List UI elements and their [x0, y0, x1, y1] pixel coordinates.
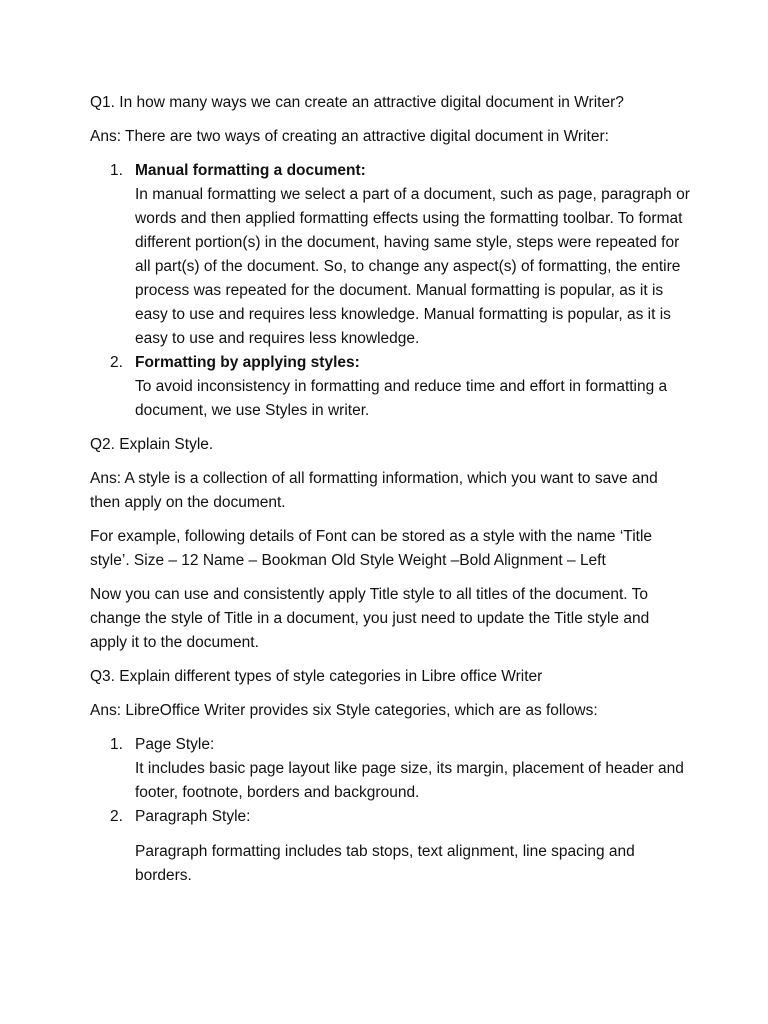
q2-question: Q2. Explain Style. [90, 436, 214, 453]
list-number: 1. [110, 736, 123, 753]
list-body: Paragraph formatting includes tab stops, text alignment, line spacing and borders. [135, 843, 635, 884]
list-item [90, 805, 690, 888]
list-heading: Page Style: [135, 736, 215, 753]
list-number: 2. [110, 354, 123, 371]
list-item [90, 159, 690, 351]
list-item [90, 733, 690, 805]
list-heading: Formatting by applying styles: [135, 354, 360, 371]
q2-note: Now you can use and consistently apply Title style to all titles of the document. To change the style of Title in a document, you just need to update the Title style and apply it to the document. [90, 586, 650, 651]
q2-example: For example, following details of Font can be stored as a style with the name ‘Title style’. Size – 12 Name – Bookman Old Style Weight –Bold Alignment – Left [90, 528, 653, 569]
list-heading: Manual formatting a document: [135, 162, 366, 179]
document-page [90, 91, 690, 898]
q3-list [90, 733, 690, 888]
list-body: To avoid inconsistency in formatting and reduce time and effort in formatting a document, we use Styles in writer. [135, 378, 668, 419]
q1-question: Q1. In how many ways we can create an attractive digital document in Writer? [90, 94, 624, 111]
list-number: 2. [110, 808, 123, 825]
q1-list [90, 159, 690, 423]
list-body: It includes basic page layout like page size, its margin, placement of header and footer, footnote, borders and background. [135, 760, 684, 801]
list-heading: Paragraph Style: [135, 808, 251, 825]
list-body: In manual formatting we select a part of a document, such as page, paragraph or words and then applied formatting effects using the formatting toolbar. To format different portion(s) in the document, having same style, steps were repeated for all part(s) of the document. So, to change any aspect(s) of formatting, the entire process was repeated for the document. Manual formatting is popular, as it is easy to use and requires less knowledge. Manual formatting is popular, as it is easy to use and requires less knowledge. [135, 186, 690, 347]
list-number: 1. [110, 162, 123, 179]
q3-question: Q3. Explain different types of style categories in Libre office Writer [90, 668, 543, 685]
list-item [90, 351, 690, 423]
q3-answer: Ans: LibreOffice Writer provides six Style categories, which are as follows: [90, 702, 598, 719]
q1-answer: Ans: There are two ways of creating an attractive digital document in Writer: [90, 128, 609, 145]
q2-answer: Ans: A style is a collection of all formatting information, which you want to save and then apply on the document. [90, 470, 658, 511]
